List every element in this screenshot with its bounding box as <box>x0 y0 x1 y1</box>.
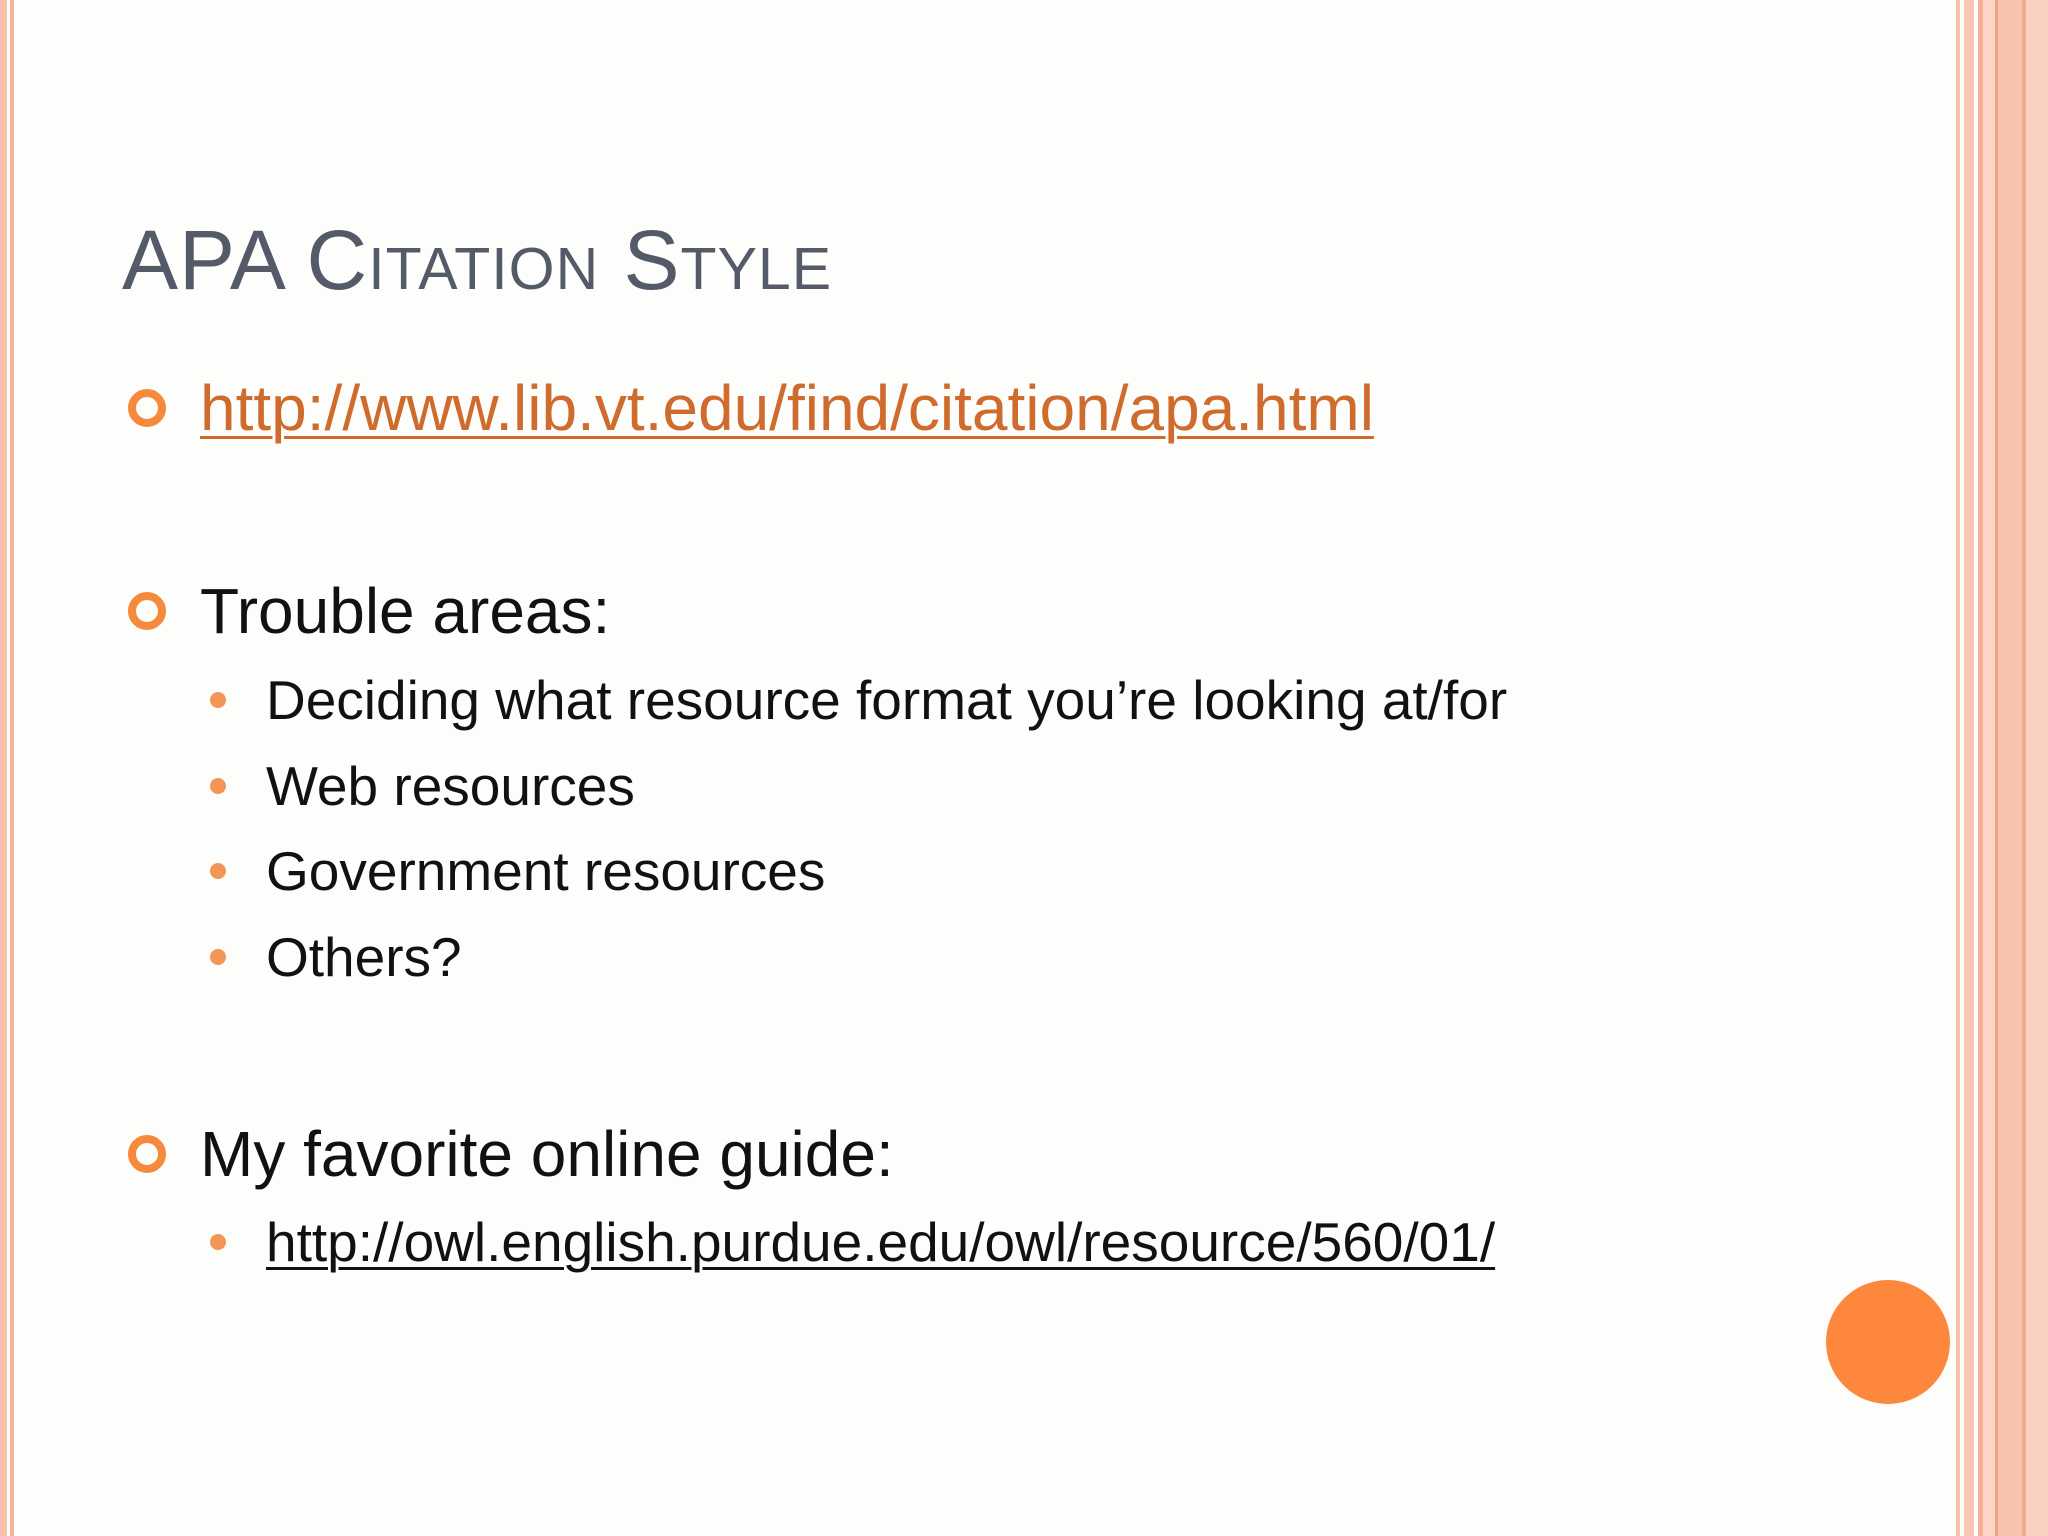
purdue-owl-link[interactable]: http://owl.english.purdue.edu/owl/resource/560/01/ <box>266 1211 1496 1273</box>
decorative-orange-circle <box>1826 1280 1950 1404</box>
right-stripe <box>2026 0 2048 1536</box>
sub-list-item <box>210 1210 1495 1274</box>
dot-bullet-icon <box>210 692 226 708</box>
sub-list-item <box>210 839 825 903</box>
ring-bullet-icon <box>128 592 166 630</box>
sub-list-item-text: Others? <box>266 926 462 988</box>
slide-title: APA Citation Style <box>122 213 833 307</box>
list-item-text: Trouble areas: <box>200 575 611 647</box>
sub-list-item-text: Web resources <box>266 755 635 817</box>
ring-bullet-icon <box>128 1135 166 1173</box>
left-border-inner <box>10 0 14 1536</box>
vt-apa-link[interactable]: http://www.lib.vt.edu/find/citation/apa.html <box>200 372 1374 444</box>
sub-list-item <box>210 925 462 989</box>
dot-bullet-icon <box>210 1234 226 1250</box>
sub-list-item <box>210 754 635 818</box>
sub-list-item-text: Government resources <box>266 840 826 902</box>
dot-bullet-icon <box>210 949 226 965</box>
right-stripe <box>1983 0 1995 1536</box>
right-stripe <box>1956 0 1960 1536</box>
dot-bullet-icon <box>210 863 226 879</box>
ring-bullet-icon <box>128 389 166 427</box>
list-item <box>128 574 610 648</box>
right-stripe <box>1964 0 1974 1536</box>
right-stripe <box>1998 0 2022 1536</box>
list-item-text: My favorite online guide: <box>200 1118 894 1190</box>
sub-list-item-text: Deciding what resource format you’re looking at/for <box>266 669 1508 731</box>
list-item <box>128 371 1374 445</box>
dot-bullet-icon <box>210 778 226 794</box>
left-border <box>0 0 7 1536</box>
list-item <box>128 1117 894 1191</box>
sub-list-item <box>210 668 1507 732</box>
